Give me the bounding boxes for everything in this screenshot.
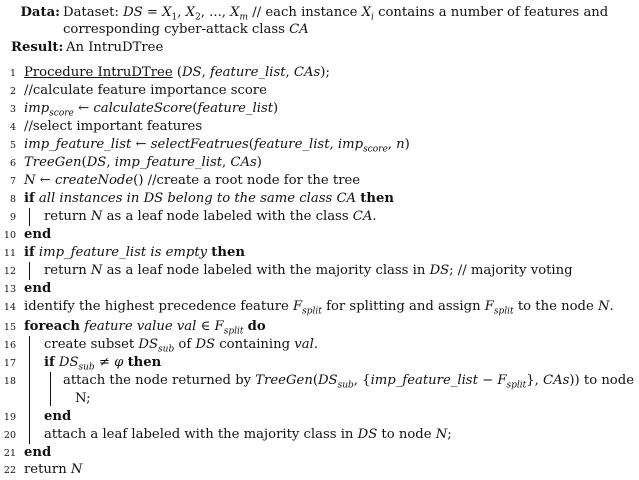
block-bar <box>29 262 30 280</box>
line-number: 16 <box>3 340 16 351</box>
line-text: return N <box>24 462 83 477</box>
line-text: N ← createNode() //create a root node for the tree <box>24 173 361 188</box>
block-bar <box>29 208 30 226</box>
line-text: TreeGen(DS, imp_feature_list, CAs) <box>24 155 262 170</box>
line-text: create subset $DS_{sub}$ of DS containing val. <box>44 337 319 355</box>
line-text-cont: N; <box>75 391 91 406</box>
line-number: 3 <box>9 104 16 115</box>
line-text: end <box>24 227 52 242</box>
line-number: 14 <box>3 302 16 313</box>
line-number: 21 <box>3 448 16 459</box>
data-label: Data: <box>20 5 60 20</box>
data-description-line2: corresponding cyber-attack class CA <box>63 22 309 37</box>
line-number: 5 <box>9 140 16 151</box>
foreach-block-bar <box>29 336 30 444</box>
line-text: return N as a leaf node labeled with the majority class in DS; // majority voting <box>44 263 573 278</box>
line-number: 15 <box>3 322 16 333</box>
line-text: identify the highest precedence feature $F_{split}$ for splitting and assign $F_{split}$ to the node N. <box>24 299 614 317</box>
line-text: //calculate feature importance score <box>24 83 267 98</box>
line-number: 1 <box>9 68 16 79</box>
line-number: 20 <box>3 430 16 441</box>
line-text: //select important features <box>24 119 203 134</box>
line-number: 17 <box>3 358 16 369</box>
data-header <box>0 4 639 22</box>
line-text: attach the node returned by $TreeGen(DS_{sub}$, {imp_feature_list − $F_{split}$}, CAs)) to node <box>63 373 634 391</box>
line-text: return N as a leaf node labeled with the class CA. <box>44 209 377 224</box>
line-text: foreach feature value val ∈ $F_{split}$ do <box>24 319 266 337</box>
line-number: 13 <box>3 284 16 295</box>
line-text: if $DS_{sub} \ne \varphi$ then <box>44 355 162 373</box>
line-number: 7 <box>9 176 16 187</box>
line-number: 10 <box>3 230 16 241</box>
data-description-line1: Dataset: DS = $X_1$, $X_2$, ..., $X_m$ // each instance $X_i$ contains a number of features and <box>63 5 609 23</box>
line-number: 8 <box>9 194 16 205</box>
line-text: end <box>24 281 52 296</box>
result-text: An IntruDTree <box>66 40 164 55</box>
line-text: imp$_{score}$ ← calculateScore(feature_list) <box>24 101 279 119</box>
line-text: if imp_feature_list is empty then <box>24 245 245 260</box>
line-number: 2 <box>9 86 16 97</box>
line-text: Procedure IntruDTree (DS, feature_list, CAs); <box>24 65 330 80</box>
line-number: 6 <box>9 158 16 169</box>
line-number: 11 <box>3 248 16 259</box>
line-text: end <box>44 409 72 424</box>
line-number: 22 <box>3 465 16 476</box>
data-header-cont <box>0 21 639 39</box>
result-header <box>0 39 639 57</box>
result-label: Result: <box>11 40 64 55</box>
line-text: if all instances in DS belong to the same class CA then <box>24 191 394 206</box>
line-number: 4 <box>9 122 16 133</box>
line-text: attach a leaf labeled with the majority class in DS to node N; <box>44 427 452 442</box>
line-number: 12 <box>3 266 16 277</box>
line-text: imp_feature_list ← selectFeatrues(feature_list, imp$_{score}$, n) <box>24 137 410 155</box>
line-number: 9 <box>9 212 16 223</box>
line-number: 19 <box>3 412 16 423</box>
line-number: 18 <box>3 376 16 387</box>
line-text: end <box>24 445 52 460</box>
inner-if-bar <box>50 372 51 406</box>
